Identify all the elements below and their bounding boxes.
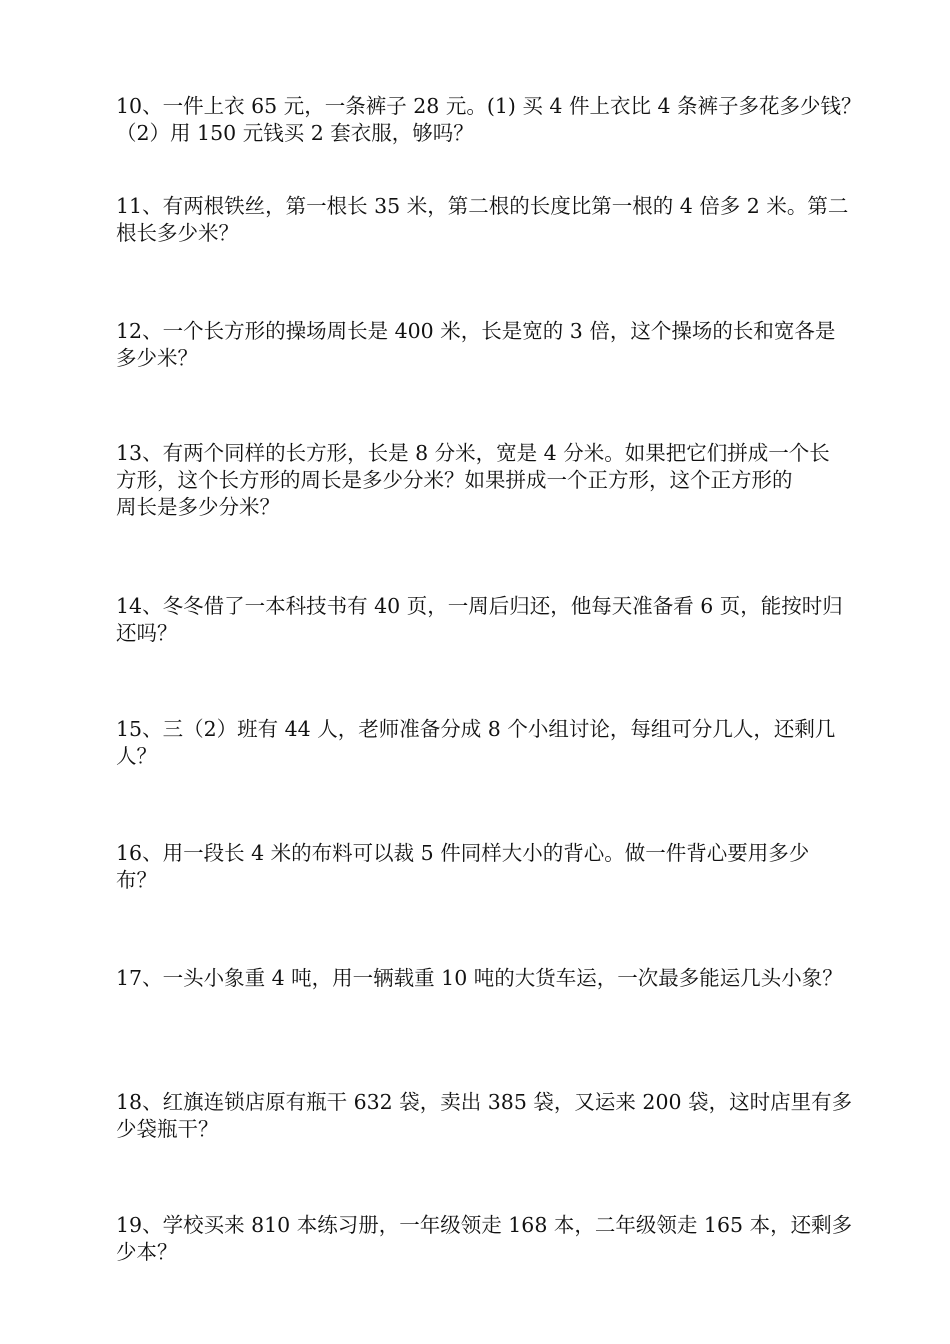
problem-line: 少袋瓶干？ (116, 1117, 219, 1141)
problem-17 (116, 965, 868, 992)
problem-line: 根长多少米？ (116, 221, 239, 245)
problem-line: （2）用 150 元钱买 2 套衣服，够吗？ (116, 121, 474, 145)
problem-10 (116, 93, 868, 147)
problem-line: 11、有两根铁丝，第一根长 35 米，第二根的长度比第一根的 4 倍多 2 米。第二 (116, 194, 849, 218)
problem-line: 15、三（2）班有 44 人，老师准备分成 8 个小组讨论，每组可分几人，还剩几人？ (116, 717, 836, 768)
problem-14 (116, 593, 868, 647)
problem-line: 10、一件上衣 65 元，一条裤子 28 元。(1) 买 4 件上衣比 4 条裤子多花多少钱？ (116, 94, 862, 118)
problem-19 (116, 1212, 868, 1266)
problem-line: 布？ (116, 868, 157, 892)
problem-line: 12、一个长方形的操场周长是 400 米，长是宽的 3 倍，这个操场的长和宽各是 (116, 319, 836, 343)
problem-line: 多少米？ (116, 346, 198, 370)
problem-line: 13、有两个同样的长方形，长是 8 分米，宽是 4 分米。如果把它们拼成一个长 (116, 441, 830, 465)
problem-11 (116, 193, 868, 247)
problem-line: 少本？ (116, 1240, 178, 1264)
problem-line: 16、用一段长 4 米的布料可以裁 5 件同样大小的背心。做一件背心要用多少 (116, 841, 810, 865)
problem-line: 还吗？ (116, 621, 178, 645)
problem-15 (116, 716, 868, 770)
problem-12 (116, 318, 868, 372)
problem-13 (116, 440, 868, 521)
problem-line: 19、学校买来 810 本练习册，一年级领走 168 本，二年级领走 165 本，还剩多 (116, 1213, 853, 1237)
problem-line: 周长是多少分米？ (116, 495, 280, 519)
problem-line: 14、冬冬借了一本科技书有 40 页，一周后归还，他每天准备看 6 页，能按时归 (116, 594, 843, 618)
problem-16 (116, 840, 868, 894)
problem-18 (116, 1089, 868, 1143)
problem-line: 方形，这个长方形的周长是多少分米？如果拼成一个正方形，这个正方形的 (116, 468, 793, 492)
problem-line: 17、一头小象重 4 吨，用一辆载重 10 吨的大货车运，一次最多能运几头小象？ (116, 966, 843, 990)
problem-line: 18、红旗连锁店原有瓶干 632 袋，卖出 385 袋，又运来 200 袋，这时店里有多 (116, 1090, 853, 1114)
